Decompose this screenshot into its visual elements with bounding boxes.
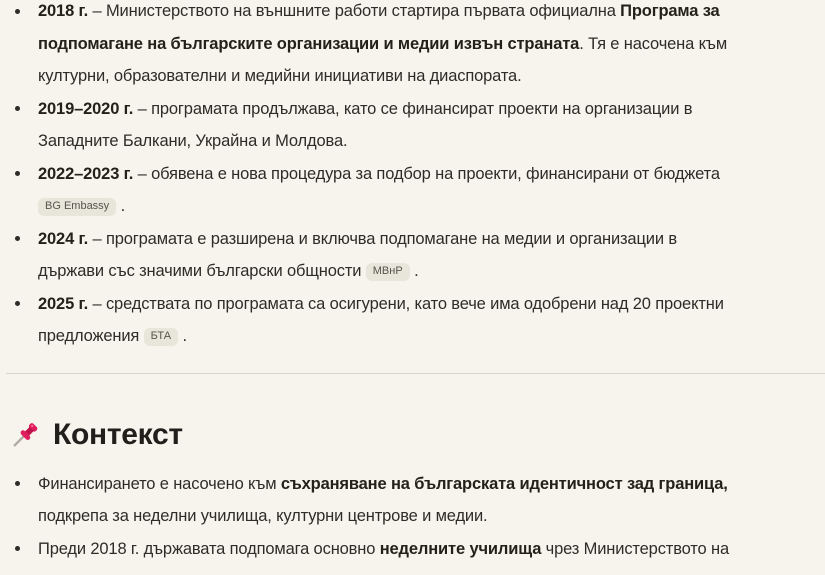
citation-badge[interactable]: БТА: [144, 328, 178, 346]
body-text: – програмата е разширена и включва подпомагане на медии и организации в: [88, 229, 677, 248]
body-text: държави със значими български общности: [38, 262, 366, 280]
body-text: културни, образователни и медийни инициативи на диаспората.: [38, 67, 522, 85]
list-item: [0, 223, 825, 288]
citation-badge[interactable]: BG Embassy: [38, 198, 116, 216]
emphasis-text: Програма за: [620, 2, 720, 20]
body-text: Преди 2018 г. държавата подпомага основно: [38, 539, 380, 558]
context-bullet-list: [0, 468, 825, 566]
emphasis-text: 2019–2020 г.: [38, 99, 134, 118]
emphasis-text: неделните училища: [379, 539, 542, 558]
body-text: Финансирането е насочено към: [38, 474, 281, 493]
body-text: – обявена е нова процедура за подбор на проекти, финансирани от бюджета: [133, 164, 720, 183]
body-text: .: [178, 327, 187, 345]
list-item: [0, 468, 825, 533]
list-item: [0, 533, 825, 566]
body-text: – Министерството на външните работи стартира първата официална: [88, 2, 621, 20]
body-text: . Тя е насочена към: [579, 34, 728, 53]
pushpin-icon: [10, 420, 40, 450]
emphasis-text: 2025 г.: [38, 294, 89, 313]
emphasis-text: 2022–2023 г.: [38, 164, 134, 183]
list-item: [0, 288, 825, 353]
context-section-heading: [10, 415, 825, 455]
context-heading-text: Контекст: [53, 417, 183, 451]
body-text: .: [116, 197, 126, 215]
body-text: – програмата продължава, като се финансират проекти на организации в: [133, 99, 693, 118]
list-item: [0, 0, 825, 93]
list-item: [0, 158, 825, 223]
emphasis-text: подпомагане на българските организации и медии извън страната: [38, 34, 580, 53]
body-text: подкрепа за неделни училища, културни центрове и медии.: [38, 507, 488, 525]
emphasis-text: 2024 г.: [38, 229, 89, 248]
body-text: .: [409, 262, 419, 280]
section-divider: [6, 373, 825, 374]
citation-badge[interactable]: МВнР: [366, 263, 410, 281]
body-text: Западните Балкани, Украйна и Молдова.: [38, 132, 348, 150]
body-text: – средствата по програмата са осигурени, като вече има одобрени над 20 проектни: [88, 294, 724, 313]
body-text: чрез Министерството на: [541, 539, 729, 558]
emphasis-text: съхраняване на българската идентичност зад граница,: [280, 474, 728, 493]
emphasis-text: 2018 г.: [38, 2, 89, 20]
body-text: предложения: [38, 327, 144, 345]
list-item: [0, 93, 825, 158]
